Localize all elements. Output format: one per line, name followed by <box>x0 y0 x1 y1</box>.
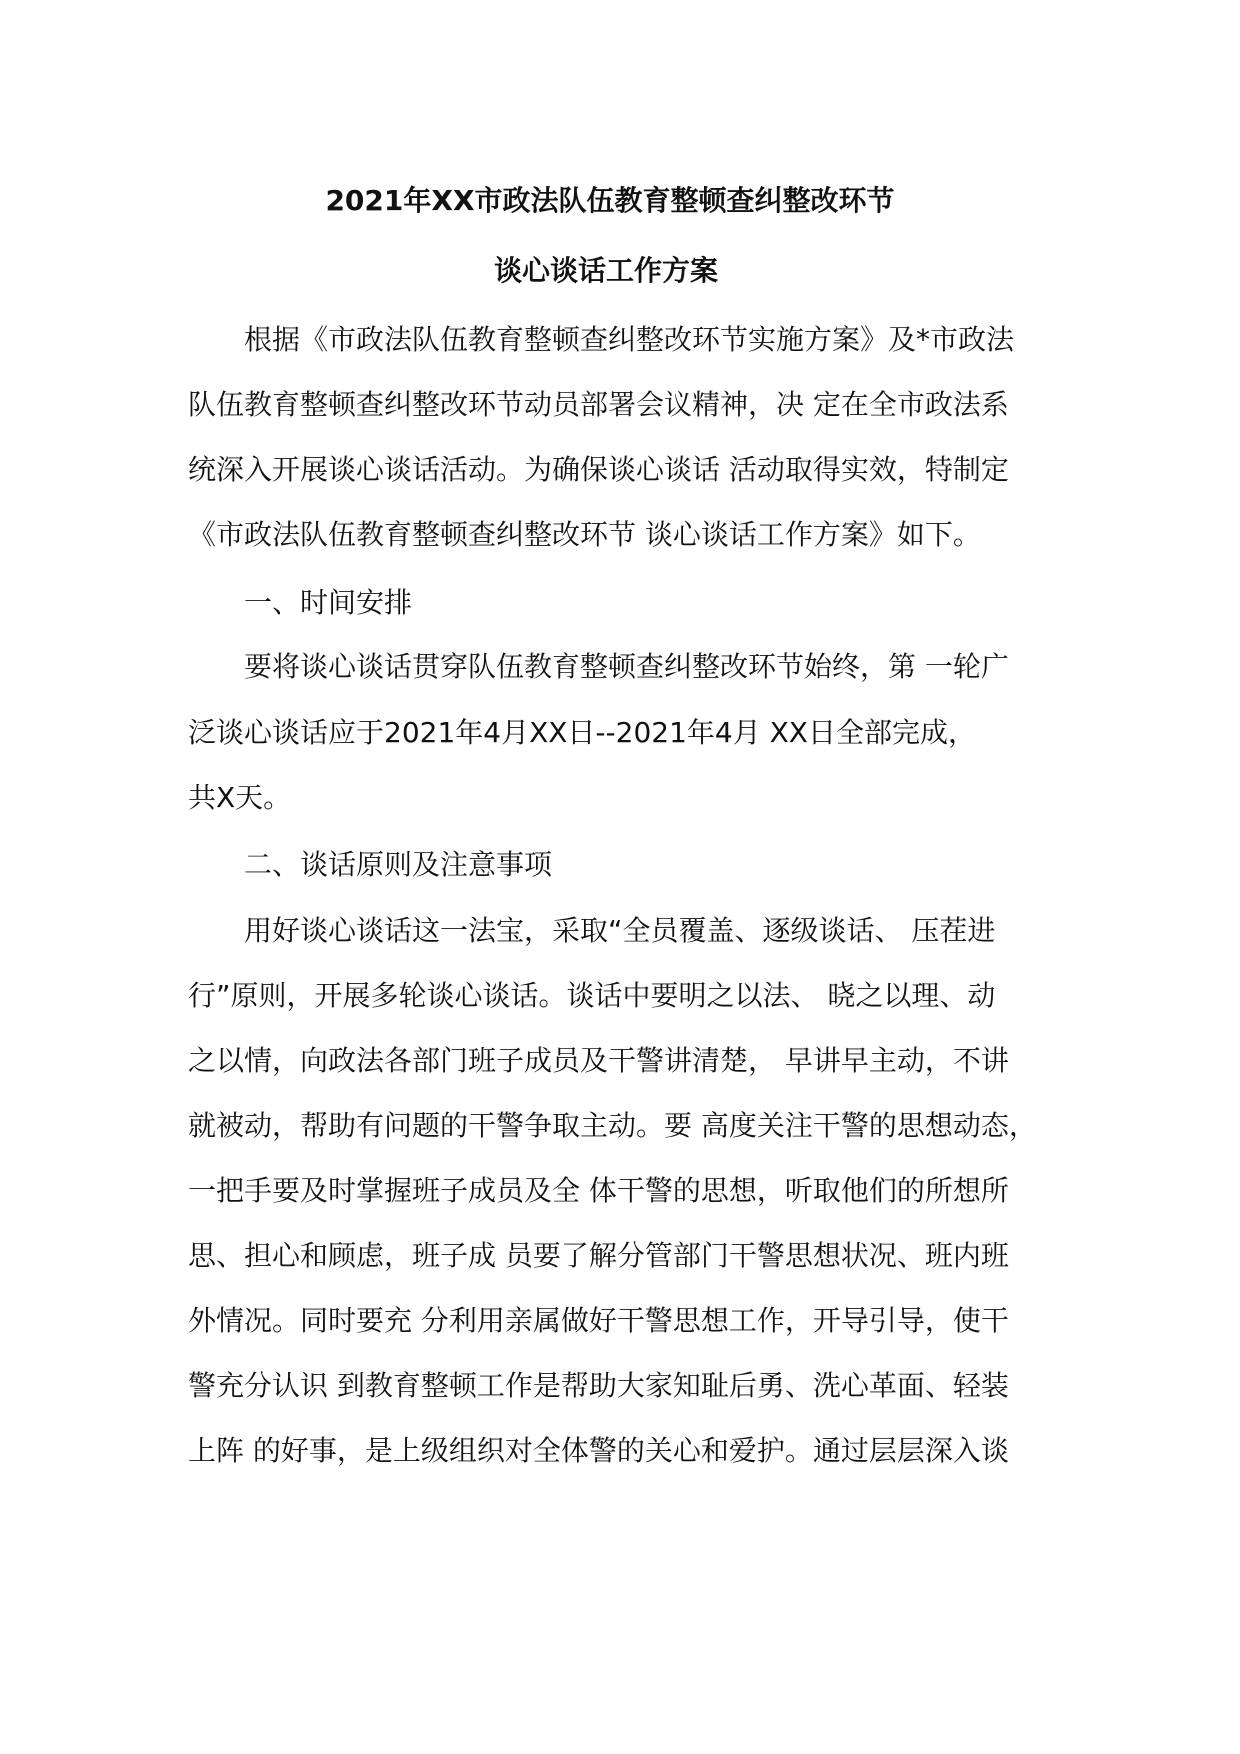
paragraph-line: 根据《市政法队伍教育整顿查纠整改环节实施方案》及*市政法 <box>244 323 1015 356</box>
paragraph-line: 要将谈心谈话贯穿队伍教育整顿查纠整改环节始终，第 一轮广 <box>244 650 1009 683</box>
section-heading: 一、时间安排 <box>244 586 413 619</box>
paragraph-line: 就被动，帮助有问题的干警争取主动。要 高度关注干警的思想动态， <box>188 1109 1037 1142</box>
paragraph-line: 行”原则，开展多轮谈心谈话。谈话中要明之以法、 晓之以理、动 <box>188 979 996 1012</box>
paragraph-line: 上阵 的好事，是上级组织对全体警的关心和爱护。通过层层深入谈 <box>188 1434 1009 1467</box>
document-title-line-2: 谈心谈话工作方案 <box>493 254 718 287</box>
paragraph-line: 思、担心和顾虑，班子成 员要了解分管部门干警思想状况、班内班 <box>188 1239 1009 1272</box>
paragraph-line: 外情况。同时要充 分利用亲属做好干警思想工作，开导引导，使干 <box>188 1304 1009 1337</box>
paragraph-line: 《市政法队伍教育整顿查纠整改环节 谈心谈话工作方案》如下。 <box>188 518 981 551</box>
paragraph-line: 警充分认识 到教育整顿工作是帮助大家知耻后勇、洗心革面、轻装 <box>188 1369 1009 1402</box>
paragraph-line: 一把手要及时掌握班子成员及全 体干警的思想，听取他们的所想所 <box>188 1174 1009 1207</box>
document-title-line-1: 2021年XX市政法队伍教育整顿查纠整改环节 <box>325 184 895 217</box>
section-heading: 二、谈话原则及注意事项 <box>244 848 553 881</box>
paragraph-line: 队伍教育整顿查纠整改环节动员部署会议精神，决 定在全市政法系 <box>188 388 1009 421</box>
paragraph-line: 统深入开展谈心谈话活动。为确保谈心谈话 活动取得实效，特制定 <box>188 453 1009 486</box>
paragraph-line: 泛谈心谈话应于2021年4月XX日--2021年4月 XX日全部完成， <box>188 716 976 749</box>
paragraph-line: 共X天。 <box>188 781 292 814</box>
paragraph-line: 用好谈心谈话这一法宝，采取“全员覆盖、逐级谈话、 压茬进 <box>244 914 996 947</box>
paragraph-line: 之以情，向政法各部门班子成员及干警讲清楚， 早讲早主动，不讲 <box>188 1044 1009 1077</box>
